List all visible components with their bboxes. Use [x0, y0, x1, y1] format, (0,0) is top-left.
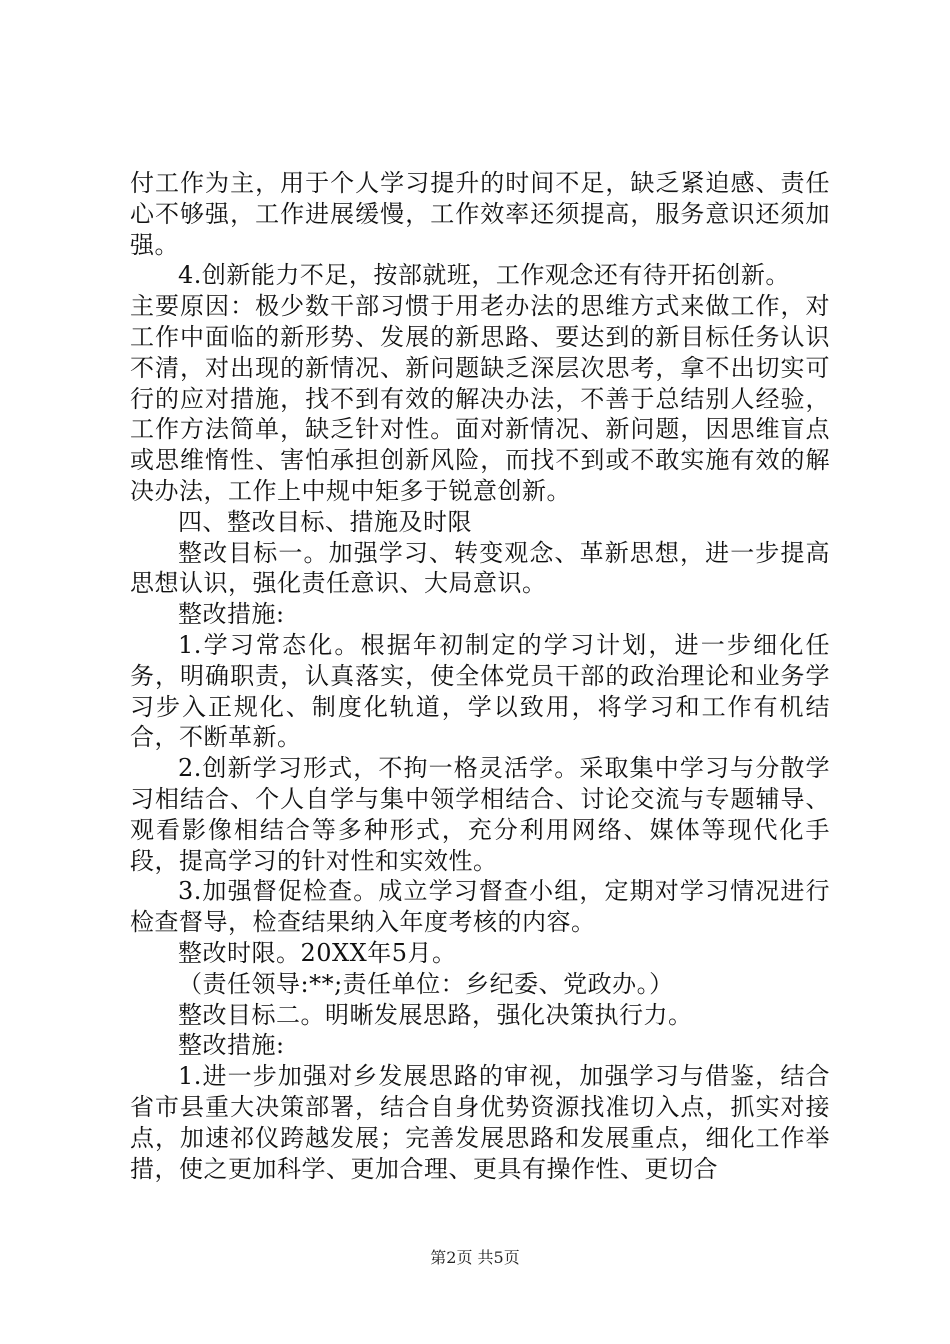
- paragraph-measures-label-2: 整改措施:: [178, 1031, 285, 1060]
- paragraph-goal-1: 整改目标一。加强学习、转变观念、革新思想，进一步提高思想认识，强化责任意识、大局意识。: [130, 538, 830, 598]
- paragraph-measures-label-1: 整改措施:: [178, 600, 285, 629]
- page-footer: 第2页 共5页: [430, 1248, 520, 1267]
- paragraph-3: 主要原因：极少数干部习惯于用老办法的思维方式来做工作，对工作中面临的新形势、发展的新思路、要达到的新目标任务认识不清，对出现的新情况、新问题缺乏深层次思考，拿不出切实可行的应对措施，找不到有效的解决办法，不善于总结别人经验，工作方法简单，缺乏针对性。面对新情况、新问题，因思维盲点或思维惰性、害怕承担创新风险，而找不到或不敢实施有效的解决办法，工作上中规中矩多于锐意创新。: [130, 292, 830, 505]
- paragraph-measure-1-1: 1.学习常态化。根据年初制定的学习计划，进一步细化任务，明确职责，认真落实，使全体党员干部的政治理论和业务学习步入正规化、制度化轨道，学以致用，将学习和工作有机结合，不断革新。: [130, 630, 830, 752]
- section-heading: 四、整改目标、措施及时限: [178, 507, 472, 536]
- paragraph-measure-1-3: 3.加强督促检查。成立学习督查小组，定期对学习情况进行检查督导，检查结果纳入年度考核的内容。: [130, 877, 830, 937]
- paragraph-measure-1-2: 2.创新学习形式，不拘一格灵活学。采取集中学习与分散学习相结合、个人自学与集中领学相结合、讨论交流与专题辅导、观看影像相结合等多种形式，充分利用网络、媒体等现代化手段，提高学习的针对性和实效性。: [130, 754, 830, 875]
- paragraph-responsibility-1: （责任领导:**;责任单位：乡纪委、党政办。）: [178, 969, 674, 998]
- paragraph-deadline-1: 整改时限。20XX年5月。: [178, 938, 457, 967]
- document-body: [130, 168, 830, 1184]
- paragraph-measure-2-1: 1.进一步加强对乡发展思路的审视，加强学习与借鉴，结合省市县重大决策部署，结合自身优势资源找准切入点，抓实对接点，加速祁仪跨越发展；完善发展思路和发展重点，细化工作举措，使之更加科学、更加合理、更具有操作性、更切合: [130, 1062, 830, 1183]
- paragraph-2: 4.创新能力不足，按部就班，工作观念还有待开拓创新。: [178, 261, 790, 290]
- paragraph-goal-2: 整改目标二。明晰发展思路，强化决策执行力。: [178, 1000, 693, 1029]
- paragraph-1: 付工作为主，用于个人学习提升的时间不足，缺乏紧迫感、责任心不够强，工作进展缓慢，工作效率还须提高，服务意识还须加强。: [130, 169, 830, 259]
